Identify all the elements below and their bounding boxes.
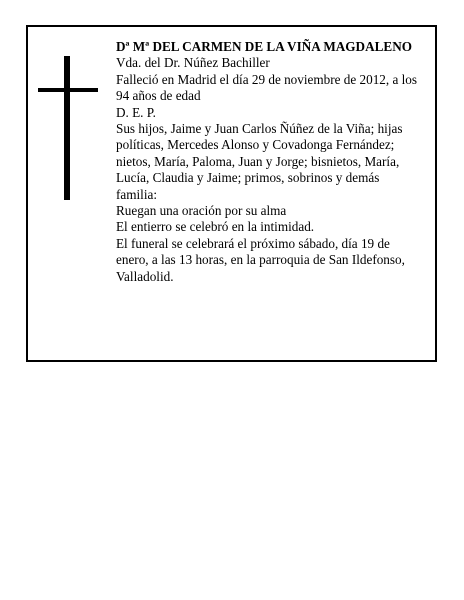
widow-of-line: Vda. del Dr. Núñez Bachiller (116, 55, 270, 71)
prayer-request: Ruegan una oración por su alma (116, 203, 287, 219)
cross-icon (38, 56, 98, 200)
obituary-notice (26, 25, 437, 362)
family-list: Sus hijos, Jaime y Juan Carlos Ñúñez de la Viña; hijas políticas, Mercedes Alonso y Covadonga Fernández; nietos, María, Paloma, Juan y Jorge; bisnietos, María, Lucía, Claudia y Jaime; primos, sobrinos y demás familia: (116, 121, 403, 202)
cross-vertical-bar (64, 56, 70, 200)
cross-horizontal-bar (38, 88, 98, 92)
death-details: Falleció en Madrid el día 29 de noviembre de 2012, a los 94 años de edad (116, 71, 418, 104)
rest-in-peace: D. E. P. (116, 104, 156, 120)
burial-note: El entierro se celebró en la intimidad. (116, 219, 315, 235)
funeral-details: El funeral se celebrará el próximo sábado, día 19 de enero, a las 13 horas, en la parroquia de San Ildefonso, Valladolid. (116, 235, 405, 284)
deceased-name: Dª Mª DEL CARMEN DE LA VIÑA MAGDALENO (116, 39, 412, 54)
notice-text (116, 39, 421, 285)
